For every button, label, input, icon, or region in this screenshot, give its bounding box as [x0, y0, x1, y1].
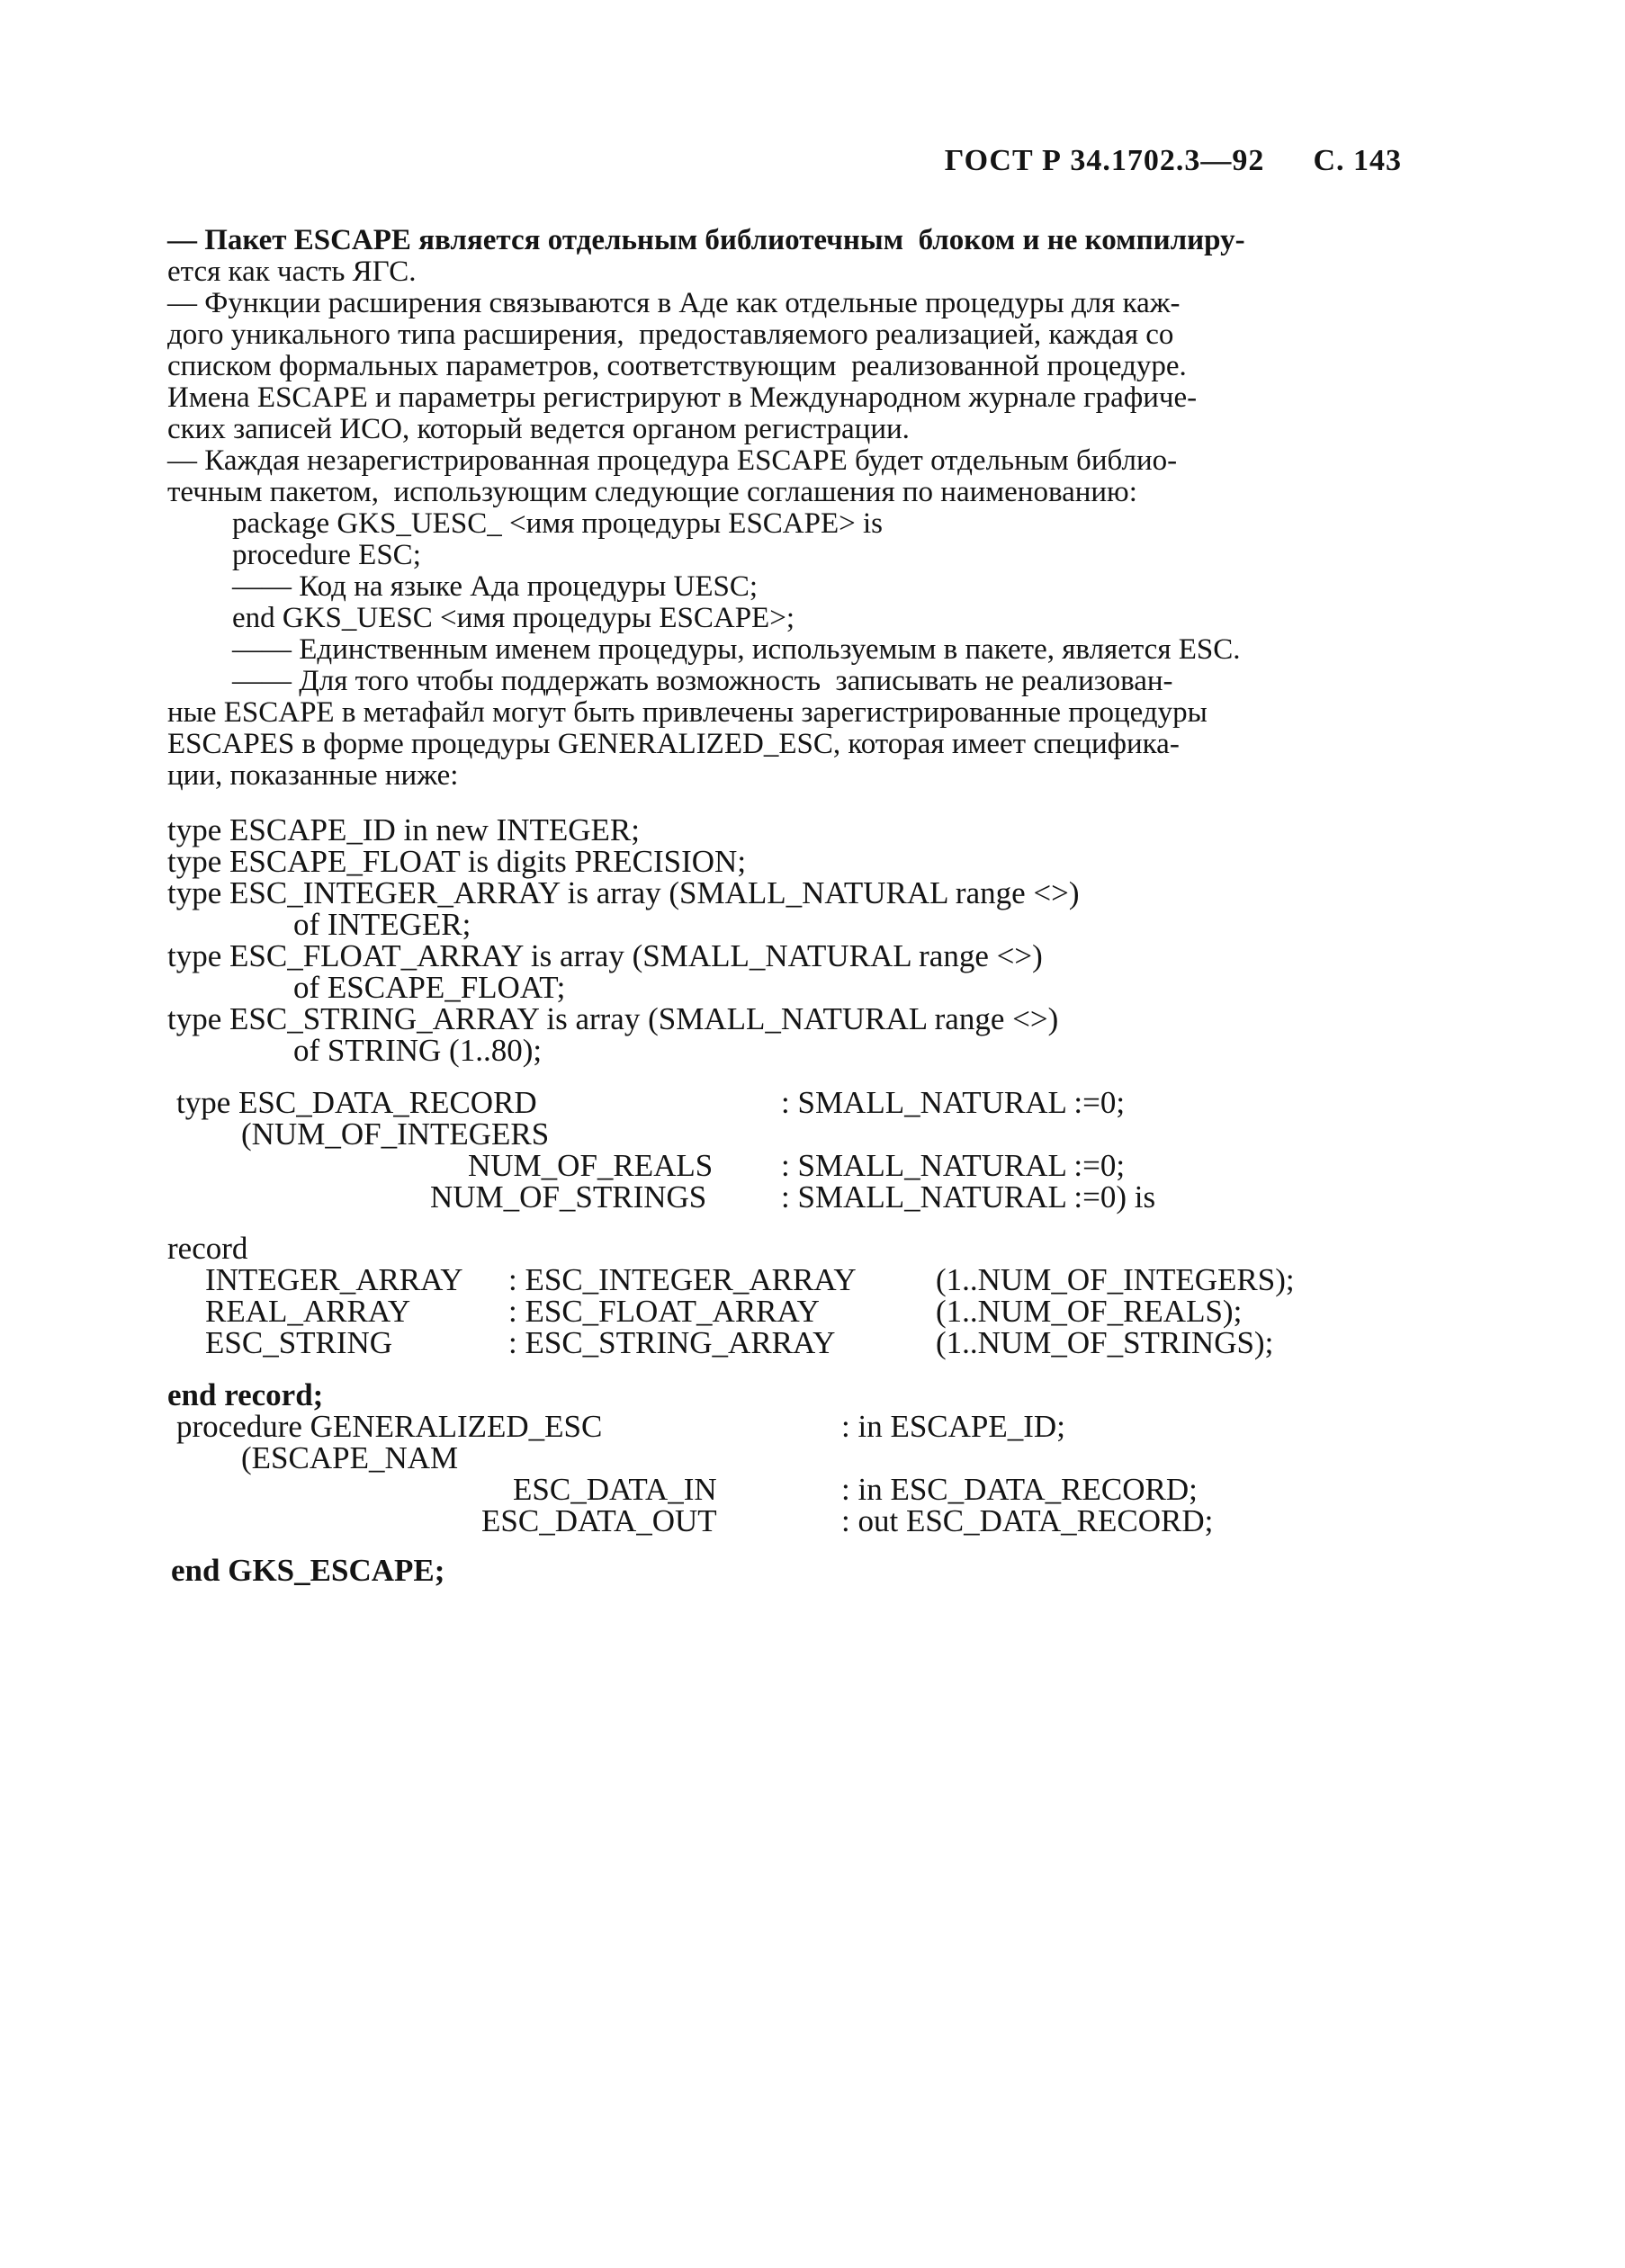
code-line: type ESC_DATA_RECORD: [176, 1085, 537, 1120]
standard-number: ГОСТ Р 34.1702.3—92: [944, 144, 1265, 177]
code-line: type ESC_INTEGER_ARRAY is array (SMALL_NATURAL range <>): [167, 875, 1080, 910]
text-line: течным пакетом, использующим следующие соглашения по наименованию:: [167, 476, 1137, 508]
record-field-type: : ESC_STRING_ARRAY: [508, 1325, 836, 1360]
code-line: NUM_OF_REALS: [468, 1148, 714, 1183]
code-line: record: [167, 1231, 248, 1266]
text-line: ные ESCAPE в метафайл могут быть привлечены зарегистрированные процедуры: [167, 696, 1208, 729]
code-comment: —— Код на языке Ада процедуры UESC;: [232, 570, 759, 603]
code-line: procedure GENERALIZED_ESC: [176, 1409, 603, 1444]
text-line: ских записей ИСО, который ведется органом регистрации.: [167, 413, 910, 445]
code-line: : SMALL_NATURAL :=0;: [781, 1148, 1126, 1183]
page-number: С. 143: [1313, 144, 1402, 177]
code-line: package GKS_UESC_ <имя процедуры ESCAPE> is: [232, 507, 884, 540]
page-header: [945, 144, 1402, 178]
code-line: NUM_OF_STRINGS: [430, 1179, 707, 1215]
text-line: дого уникального типа расширения, предоставляемого реализацией, каждая со: [167, 318, 1174, 351]
text-line: —— Единственным именем процедуры, используемым в пакете, является ESC.: [232, 633, 1241, 666]
text-line: —— Для того чтобы поддержать возможность записывать не реализован-: [232, 665, 1173, 697]
body-text: [167, 225, 1405, 792]
text-line: ции, показанные ниже:: [167, 759, 459, 792]
code-line: : in ESC_DATA_RECORD;: [841, 1472, 1198, 1507]
code-line: end record;: [167, 1377, 324, 1412]
code-line: type ESC_FLOAT_ARRAY is array (SMALL_NATURAL range <>): [167, 938, 1043, 973]
text-line: списком формальных параметров, соответствующим реализованной процедуре.: [167, 350, 1187, 382]
code-line: type ESCAPE_ID in new INTEGER;: [167, 812, 640, 847]
text-line: — Пакет ESCAPE является отдельным библиотечным блоком и не компилиру-: [167, 224, 1245, 256]
record-field-range: (1..NUM_OF_STRINGS);: [936, 1325, 1274, 1360]
code-line: : SMALL_NATURAL :=0) is: [781, 1179, 1156, 1215]
text-line: ется как часть ЯГС.: [167, 255, 417, 288]
record-field-range: (1..NUM_OF_INTEGERS);: [936, 1262, 1295, 1297]
text-line: Имена ESCAPE и параметры регистрируют в Международном журнале графиче-: [167, 381, 1198, 414]
type-declarations: [167, 814, 1405, 1066]
record-field-type: : ESC_FLOAT_ARRAY: [508, 1294, 820, 1329]
code-line: (NUM_OF_INTEGERS: [241, 1116, 550, 1152]
code-line: ESC_DATA_IN: [513, 1472, 717, 1507]
code-line: of INTEGER;: [293, 907, 471, 942]
text-line: — Каждая незарегистрированная процедура ESCAPE будет отдельным библио-: [167, 444, 1178, 477]
code-line: type ESC_STRING_ARRAY is array (SMALL_NATURAL range <>): [167, 1001, 1059, 1036]
record-field-name: INTEGER_ARRAY: [205, 1262, 463, 1297]
code-line: end GKS_ESCAPE;: [171, 1553, 445, 1588]
text-line: — Функции расширения связываются в Аде как отдельные процедуры для каж-: [167, 287, 1181, 319]
code-line: : SMALL_NATURAL :=0;: [781, 1085, 1126, 1120]
code-line: : in ESCAPE_ID;: [841, 1409, 1065, 1444]
code-line: (ESCAPE_NAM: [241, 1440, 459, 1475]
code-line: procedure ESC;: [232, 539, 421, 571]
code-line: of STRING (1..80);: [293, 1033, 543, 1068]
record-field-type: : ESC_INTEGER_ARRAY: [508, 1262, 857, 1297]
text-line: ESCAPES в форме процедуры GENERALIZED_ESC, которая имеет специфика-: [167, 728, 1180, 760]
code-line: of ESCAPE_FLOAT;: [293, 970, 566, 1005]
code-line: ESC_DATA_OUT: [481, 1503, 717, 1538]
code-line: type ESCAPE_FLOAT is digits PRECISION;: [167, 844, 747, 879]
record-field-range: (1..NUM_OF_REALS);: [936, 1294, 1243, 1329]
code-line: : out ESC_DATA_RECORD;: [841, 1503, 1214, 1538]
code-line: end GKS_UESC <имя процедуры ESCAPE>;: [232, 602, 795, 634]
record-field-name: REAL_ARRAY: [205, 1294, 411, 1329]
record-field-name: ESC_STRING: [205, 1325, 393, 1360]
